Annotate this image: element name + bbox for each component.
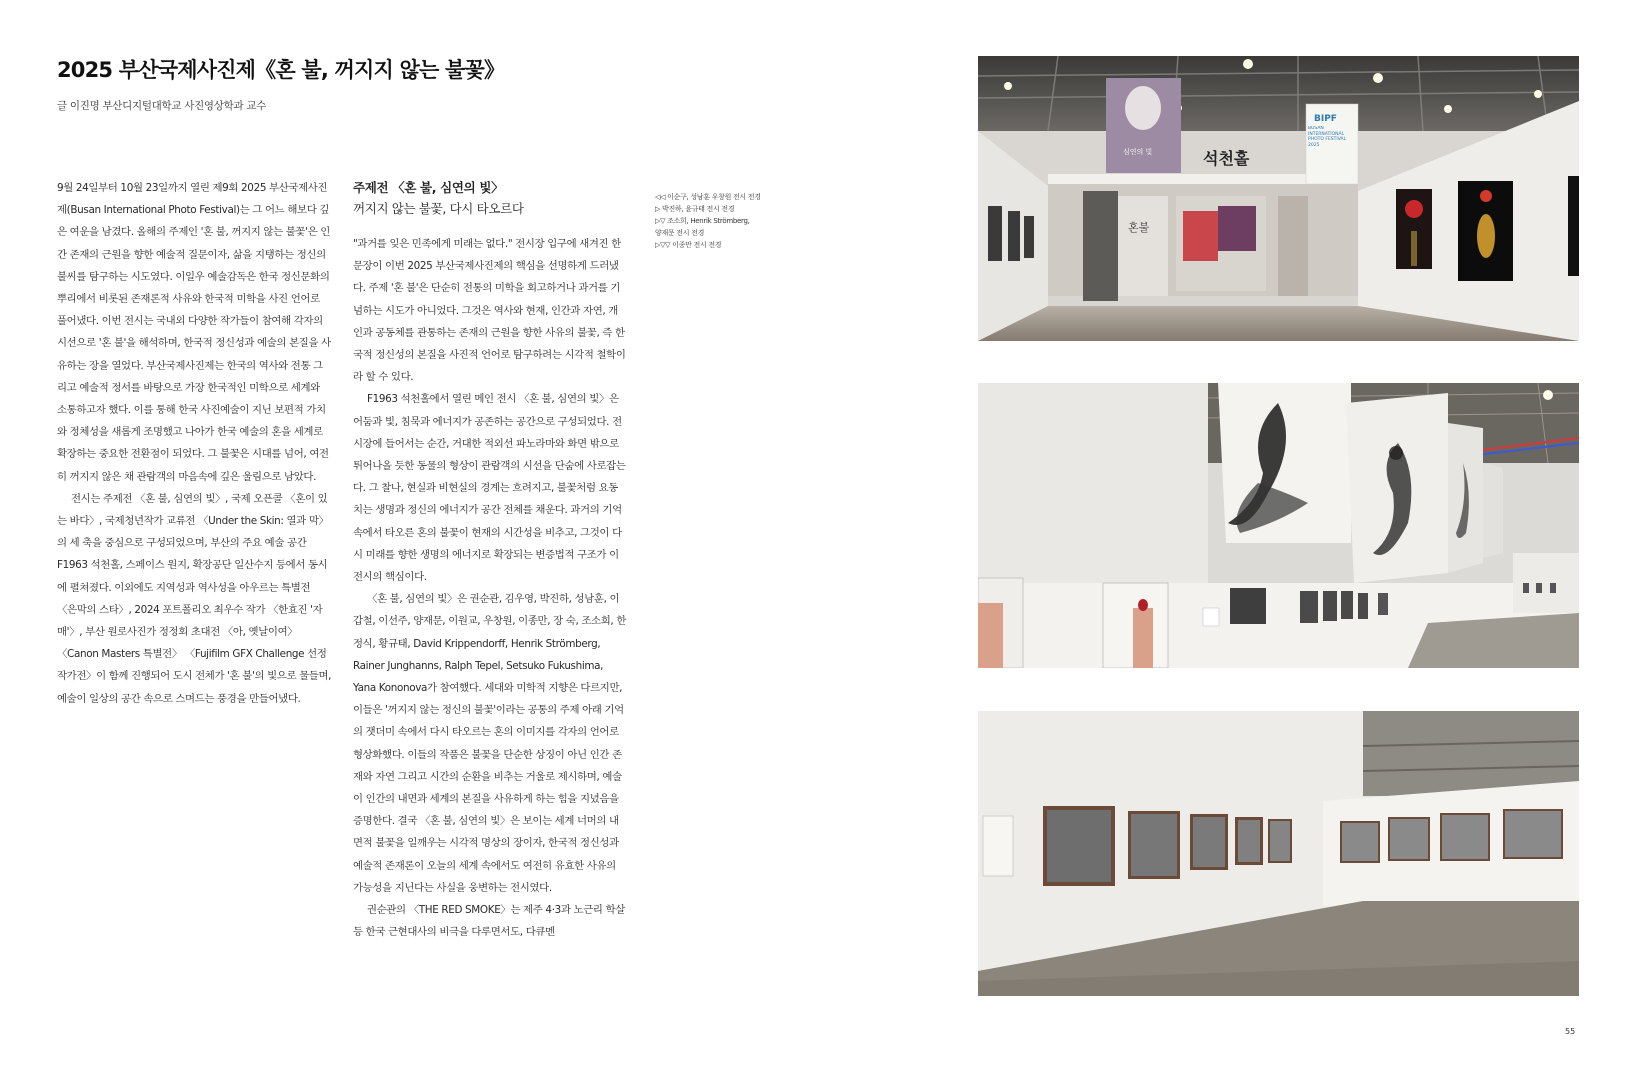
caption-line: ▷▽ 조소희, Henrik Strömberg, [655, 217, 750, 225]
paragraph: 권순관의 〈THE RED SMOKE〉는 제주 4·3과 노근리 학살 등 한국 근현대사의 비극을 다루면서도, 다큐멘 [353, 904, 625, 939]
banner-right-logo: BIPF [1314, 114, 1337, 124]
paragraph: "과거를 잊은 민족에게 미래는 없다." 전시장 입구에 새겨진 한 문장이 이번 2025 부산국제사진제의 핵심을 선명하게 드러냈다. 주제 '혼 불'은 단순히 전통의 미학을 회고하거나 과거를 기념하는 시도가 아니었다. 그것은 역사와 현재, 인간과 자연, 개인과 공동체를 관통하는 존재의 근원을 향한 사유의 불꽃, 즉 한국적 정신성의 본질을 사진적 언어로 탐구하려는 시각적 철학이라 할 수 있다. [353, 238, 626, 384]
hall-sign: 석천홀 [1203, 149, 1250, 168]
paragraph: 전시는 주제전 〈혼 불, 심연의 빛〉, 국제 오픈콜 〈혼이 있는 바다〉, 국제청년작가 교류전 〈Under the Skin: 열과 막〉의 세 축을 중심으로 구성되었으며, 부산의 주요 예술 공간 F1963 석천홀, 스페이스 원지, 확장공단 일산수지 등에서 동시에 펼쳐졌다. 이외에도 지역성과 역사성을 아우르는 특별전 〈은막의 스타〉, 2024 포트폴리오 최우수 작가 〈한효진 '자매'〉, 부산 원로사진가 정정회 초대전 〈아, 옛날이여〉 〈Canon Masters 특별전〉 〈Fujifilm GFX Challenge 선정작가전〉이 함께 진행되어 도시 전체가 '혼 불'의 빛으로 물들며, 예술이 일상의 공간 속으로 스며드는 풍경을 만들어냈다. [57, 492, 332, 705]
caption-line: ▷▽▽ 이종만 전시 전경 [655, 241, 722, 249]
article-title: 2025 부산국제사진제《혼 불, 꺼지지 않는 불꽃》 [57, 58, 505, 82]
exhibition-photo-gallery-wall [978, 711, 1579, 996]
photo-captions [655, 191, 765, 251]
section-subtitle: 꺼지지 않는 불꽃, 다시 타오르다 [353, 201, 524, 216]
exhibition-photo-hall-entrance [978, 56, 1579, 341]
body-column-2 [353, 177, 626, 944]
paragraph: 9월 24일부터 10월 23일까지 열린 제9회 2025 부산국제사진제(Busan International Photo Festival)는 그 어느 해보다 깊은 여운을 남겼다. 올해의 주제인 '혼 불, 꺼지지 않는 불꽃'은 인간 존재의 근원을 향한 예술적 질문이자, 삶을 지탱하는 정신의 불씨를 탐구하는 시도였다. 이일우 예술감독은 한국 정신문화의 뿌리에서 비롯된 존재론적 사유와 한국적 미학을 사진 언어로 풀어냈다. 이번 전시는 국내외 다양한 작가들이 참여해 각자의 시선으로 '혼 불'을 해석하며, 한국적 정신성과 예술의 본질을 사유하는 장을 열었다. 부산국제사진제는 한국의 역사와 전통 그리고 예술적 정서를 바탕으로 가장 한국적인 미학으로 세계와 소통하고자 했다. 이를 통해 한국 사진예술이 지닌 보편적 가치와 정체성을 새롭게 조명했고 나아가 한국 예술의 혼을 세계로 확장하는 중요한 전환점이 되었다. 그 불꽃은 시대를 넘어, 여전히 꺼지지 않은 채 관람객의 마음속에 깊은 울림으로 남았다. [57, 182, 331, 483]
door-sign: 혼불 [1128, 221, 1150, 234]
section-heading [353, 177, 626, 219]
caption-line: ◁◁ 이순구, 성남훈 우창원 전시 전경 [655, 193, 761, 201]
paragraph: F1963 석천홀에서 열린 메인 전시 〈혼 불, 심연의 빛〉은 어둠과 빛, 침묵과 에너지가 공존하는 공간으로 구성되었다. 전시장에 들어서는 순간, 거대한 적외선 파노라마와 화면 밖으로 튀어나올 듯한 동물의 형상이 관람객의 시선을 단숨에 사로잡는다. 그 찰나, 현실과 비현실의 경계는 흐려지고, 불꽃처럼 요동치는 생명과 정신의 에너지가 공간 전체를 채운다. 과거의 기억 속에서 타오른 혼의 불꽃이 현재의 시간성을 비추고, 그것이 다시 미래를 향한 생명의 에너지로 확장되는 변증법적 구조가 이 전시의 핵심이다. [353, 393, 626, 584]
byline: 글 이진명 부산디지털대학교 사진영상학과 교수 [57, 100, 267, 112]
caption-line: ▷ 박진하, 윤규태 전시 전경 [655, 205, 735, 213]
section-title: 주제전 〈혼 불, 심연의 빛〉 [353, 180, 504, 195]
page-number: 55 [1565, 1027, 1576, 1036]
body-column-1 [57, 177, 332, 710]
banner-left-text: 심연의 빛 [1123, 148, 1153, 156]
banner-right-text: BUSAN INTERNATIONAL PHOTO FESTIVAL 2025 [1308, 126, 1347, 148]
paragraph: 〈혼 불, 심연의 빛〉은 권순관, 김우영, 박진하, 성남훈, 이갑철, 이선주, 양재문, 이원교, 우창원, 이종만, 장 숙, 조소희, 한정식, 황규태, David Krippendorff, Henrik Strömberg, Rainer Junghanns, Ralph Tepel, Setsuko Fukushima, Yana Kononova가 참여했다. 세대와 미학적 지향은 다르지만, 이들은 '꺼지지 않는 정신의 불꽃'이라는 공통의 주제 아래 기억의 잿더미 속에서 다시 타오르는 혼의 이미지를 각자의 언어로 형상화했다. 이들의 작품은 불꽃을 단순한 상징이 아닌 인간 존재와 자연 그리고 시간의 순환을 비추는 거울로 제시하며, 예술이 인간의 내면과 세계의 본질을 사유하게 하는 힘을 지녔음을 증명한다. 결국 〈혼 불, 심연의 빛〉은 보이는 세계 너머의 내면적 불꽃을 일깨우는 시각적 명상의 장이자, 한국적 정신성과 예술적 존재론이 오늘의 세계 속에서도 여전히 유효한 사유의 가능성을 지닌다는 사실을 웅변하는 전시였다. [353, 593, 627, 894]
caption-line: 양재문 전시 전경 [655, 229, 705, 237]
exhibition-photo-hanging-banners [978, 383, 1579, 668]
